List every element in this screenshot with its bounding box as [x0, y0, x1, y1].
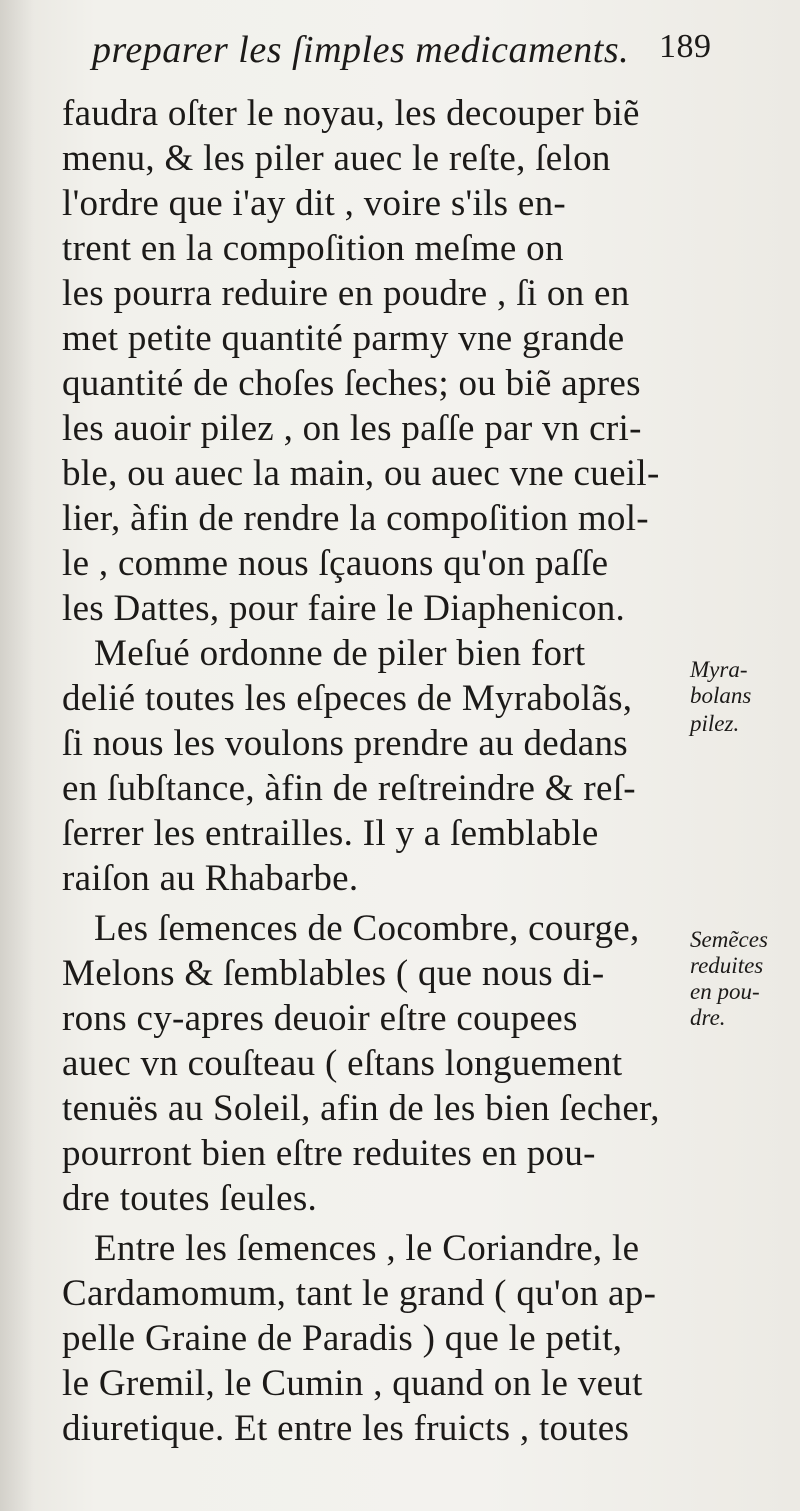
text-line: quantité de choſes ſeches; ou biẽ apres	[62, 363, 641, 404]
text-line: le , comme nous ſçauons qu'on paſſe	[62, 543, 609, 584]
text-line: menu, & les piler auec le reſte, ſelon	[62, 138, 611, 179]
text-line: diuretique. Et entre les fruicts , toutes	[62, 1408, 630, 1449]
gutter-shadow	[0, 0, 34, 1511]
text-line: auec vn couſteau ( eſtans longuement	[62, 1043, 623, 1084]
text-line: Les ſemences de Cocombre, courge,	[94, 908, 640, 949]
margin-note: reduites	[690, 953, 764, 978]
text-line: les Dattes, pour faire le Diaphenicon.	[62, 588, 626, 629]
text-line: ſi nous les voulons prendre au dedans	[62, 723, 628, 764]
text-line: ſerrer les entrailles. Il y a ſemblable	[62, 813, 599, 854]
text-line: en ſubſtance, àfin de reſtreindre & reſ-	[62, 768, 636, 809]
margin-notes	[690, 0, 800, 1511]
text-line: ble, ou auec la main, ou auec vne cueil-	[62, 453, 660, 494]
page-number: 189	[659, 28, 712, 65]
margin-note: Semẽces	[690, 927, 768, 952]
margin-note: en pou-	[690, 979, 760, 1004]
text-line: Entre les ſemences , le Coriandre, le	[94, 1228, 640, 1269]
text-line: rons cy-apres deuoir eſtre coupees	[62, 998, 578, 1039]
text-line: Cardamomum, tant le grand ( qu'on ap-	[62, 1273, 657, 1314]
text-line: faudra oſter le noyau, les decouper biẽ	[62, 93, 640, 134]
running-head-title: preparer les ſimples medicaments.	[92, 29, 630, 71]
text-line: met petite quantité parmy vne grande	[62, 318, 625, 359]
text-line: l'ordre que i'ay dit , voire s'ils en-	[62, 183, 567, 224]
margin-note: pilez.	[690, 711, 740, 736]
text-line: delié toutes les eſpeces de Myrabolãs,	[62, 678, 633, 719]
text-line: pelle Graine de Paradis ) que le petit,	[62, 1318, 623, 1359]
text-line: lier, àfin de rendre la compoſition mol-	[62, 498, 649, 539]
text-line: les pourra reduire en poudre , ſi on en	[62, 273, 630, 314]
running-head	[92, 28, 712, 88]
text-line: Meſué ordonne de piler bien fort	[94, 633, 586, 674]
text-line: le Gremil, le Cumin , quand on le veut	[62, 1363, 643, 1404]
margin-note: bolans	[690, 683, 752, 708]
text-line: trent en la compoſition meſme on	[62, 228, 564, 269]
text-line: Melons & ſemblables ( que nous di-	[62, 953, 605, 994]
text-line: pourront bien eſtre reduites en pou-	[62, 1133, 596, 1174]
margin-note: Myra-	[690, 657, 748, 682]
text-line: tenuës au Soleil, afin de les bien ſecher,	[62, 1088, 660, 1129]
margin-note: dre.	[690, 1005, 726, 1030]
text-line: les auoir pilez , on les paſſe par vn cri-	[62, 408, 642, 449]
text-line: dre toutes ſeules.	[62, 1178, 318, 1219]
text-line: raiſon au Rhabarbe.	[62, 858, 359, 899]
